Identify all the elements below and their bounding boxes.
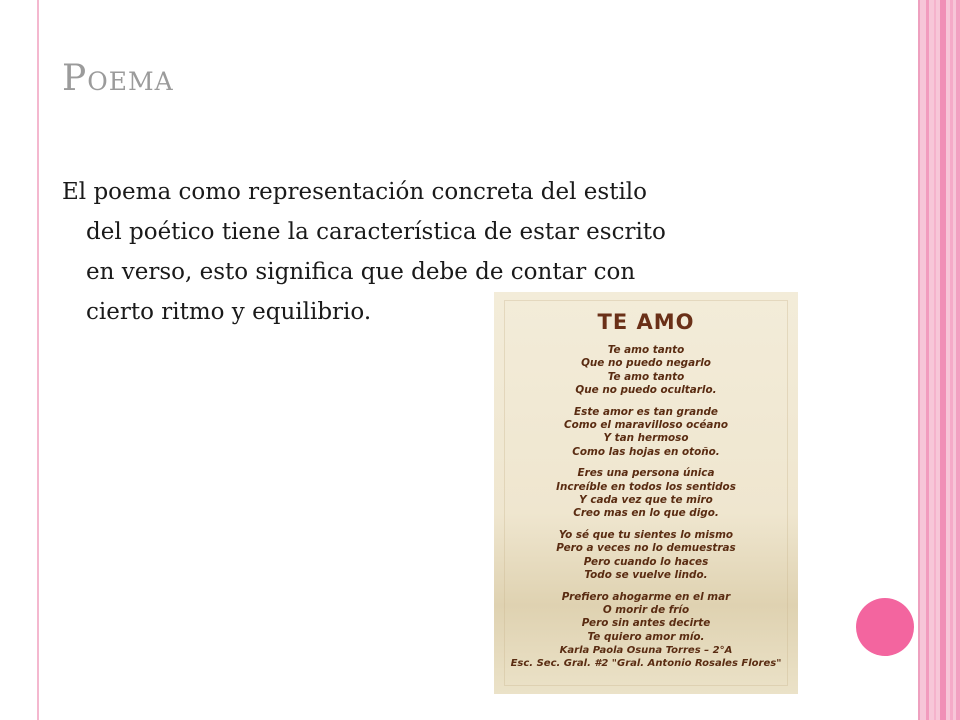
poem-image (494, 292, 798, 694)
poem-line: Te quiero amor mío. (587, 630, 705, 643)
right-stripe (950, 0, 953, 720)
poem-line: Pero sin antes decirte (581, 617, 711, 630)
poem-line: Como las hojas en otoño. (572, 445, 720, 458)
poem-line: Y tan hermoso (603, 432, 689, 445)
right-stripe (956, 0, 960, 720)
left-border-line (37, 0, 39, 720)
poem-line: O morir de frío (602, 603, 690, 616)
poem-line: Que no puedo negarlo (581, 357, 711, 370)
poem-lines (494, 344, 798, 644)
right-stripe (918, 0, 920, 720)
poem-credits (494, 644, 798, 670)
body-line: del poético tiene la característica de estar escrito (86, 219, 666, 245)
body-line: en verso, esto significa que debe de contar con (86, 259, 636, 285)
poem-title: TE AMO (597, 310, 695, 334)
poem-line: Creo mas en lo que digo. (573, 507, 719, 520)
right-decorative-band (918, 0, 960, 720)
poem-author: Karla Paola Osuna Torres – 2°A (559, 645, 733, 656)
right-stripe (926, 0, 929, 720)
poem-line: Pero a veces no lo demuestras (556, 542, 736, 555)
right-stripe (940, 0, 946, 720)
poem-line: Yo sé que tu sientes lo mismo (558, 528, 734, 541)
poem-line: Prefiero ahogarme en el mar (561, 590, 731, 603)
poem-line: Eres una persona única (577, 467, 715, 480)
poem-line: Te amo tanto (607, 344, 685, 356)
poem-line: Y cada vez que te miro (579, 494, 713, 507)
body-line: cierto ritmo y equilibrio. (86, 299, 372, 325)
poem-line: Te amo tanto (607, 370, 685, 383)
right-stripe (934, 0, 936, 720)
poem-line: Todo se vuelve lindo. (584, 569, 708, 582)
poem-school: Esc. Sec. Gral. #2 "Gral. Antonio Rosales Flores" (510, 658, 782, 669)
poem-line: Pero cuando lo haces (583, 555, 709, 568)
slide-title: Poema (62, 58, 174, 99)
body-line: El poema como representación concreta del estilo (62, 179, 648, 205)
poem-line: Como el maravilloso océano (564, 419, 728, 432)
pink-circle-decoration (856, 598, 914, 656)
poem-line: Que no puedo ocultarlo. (575, 384, 717, 397)
poem-line: Este amor es tan grande (574, 405, 718, 418)
poem-line: Increíble en todos los sentidos (556, 480, 736, 493)
